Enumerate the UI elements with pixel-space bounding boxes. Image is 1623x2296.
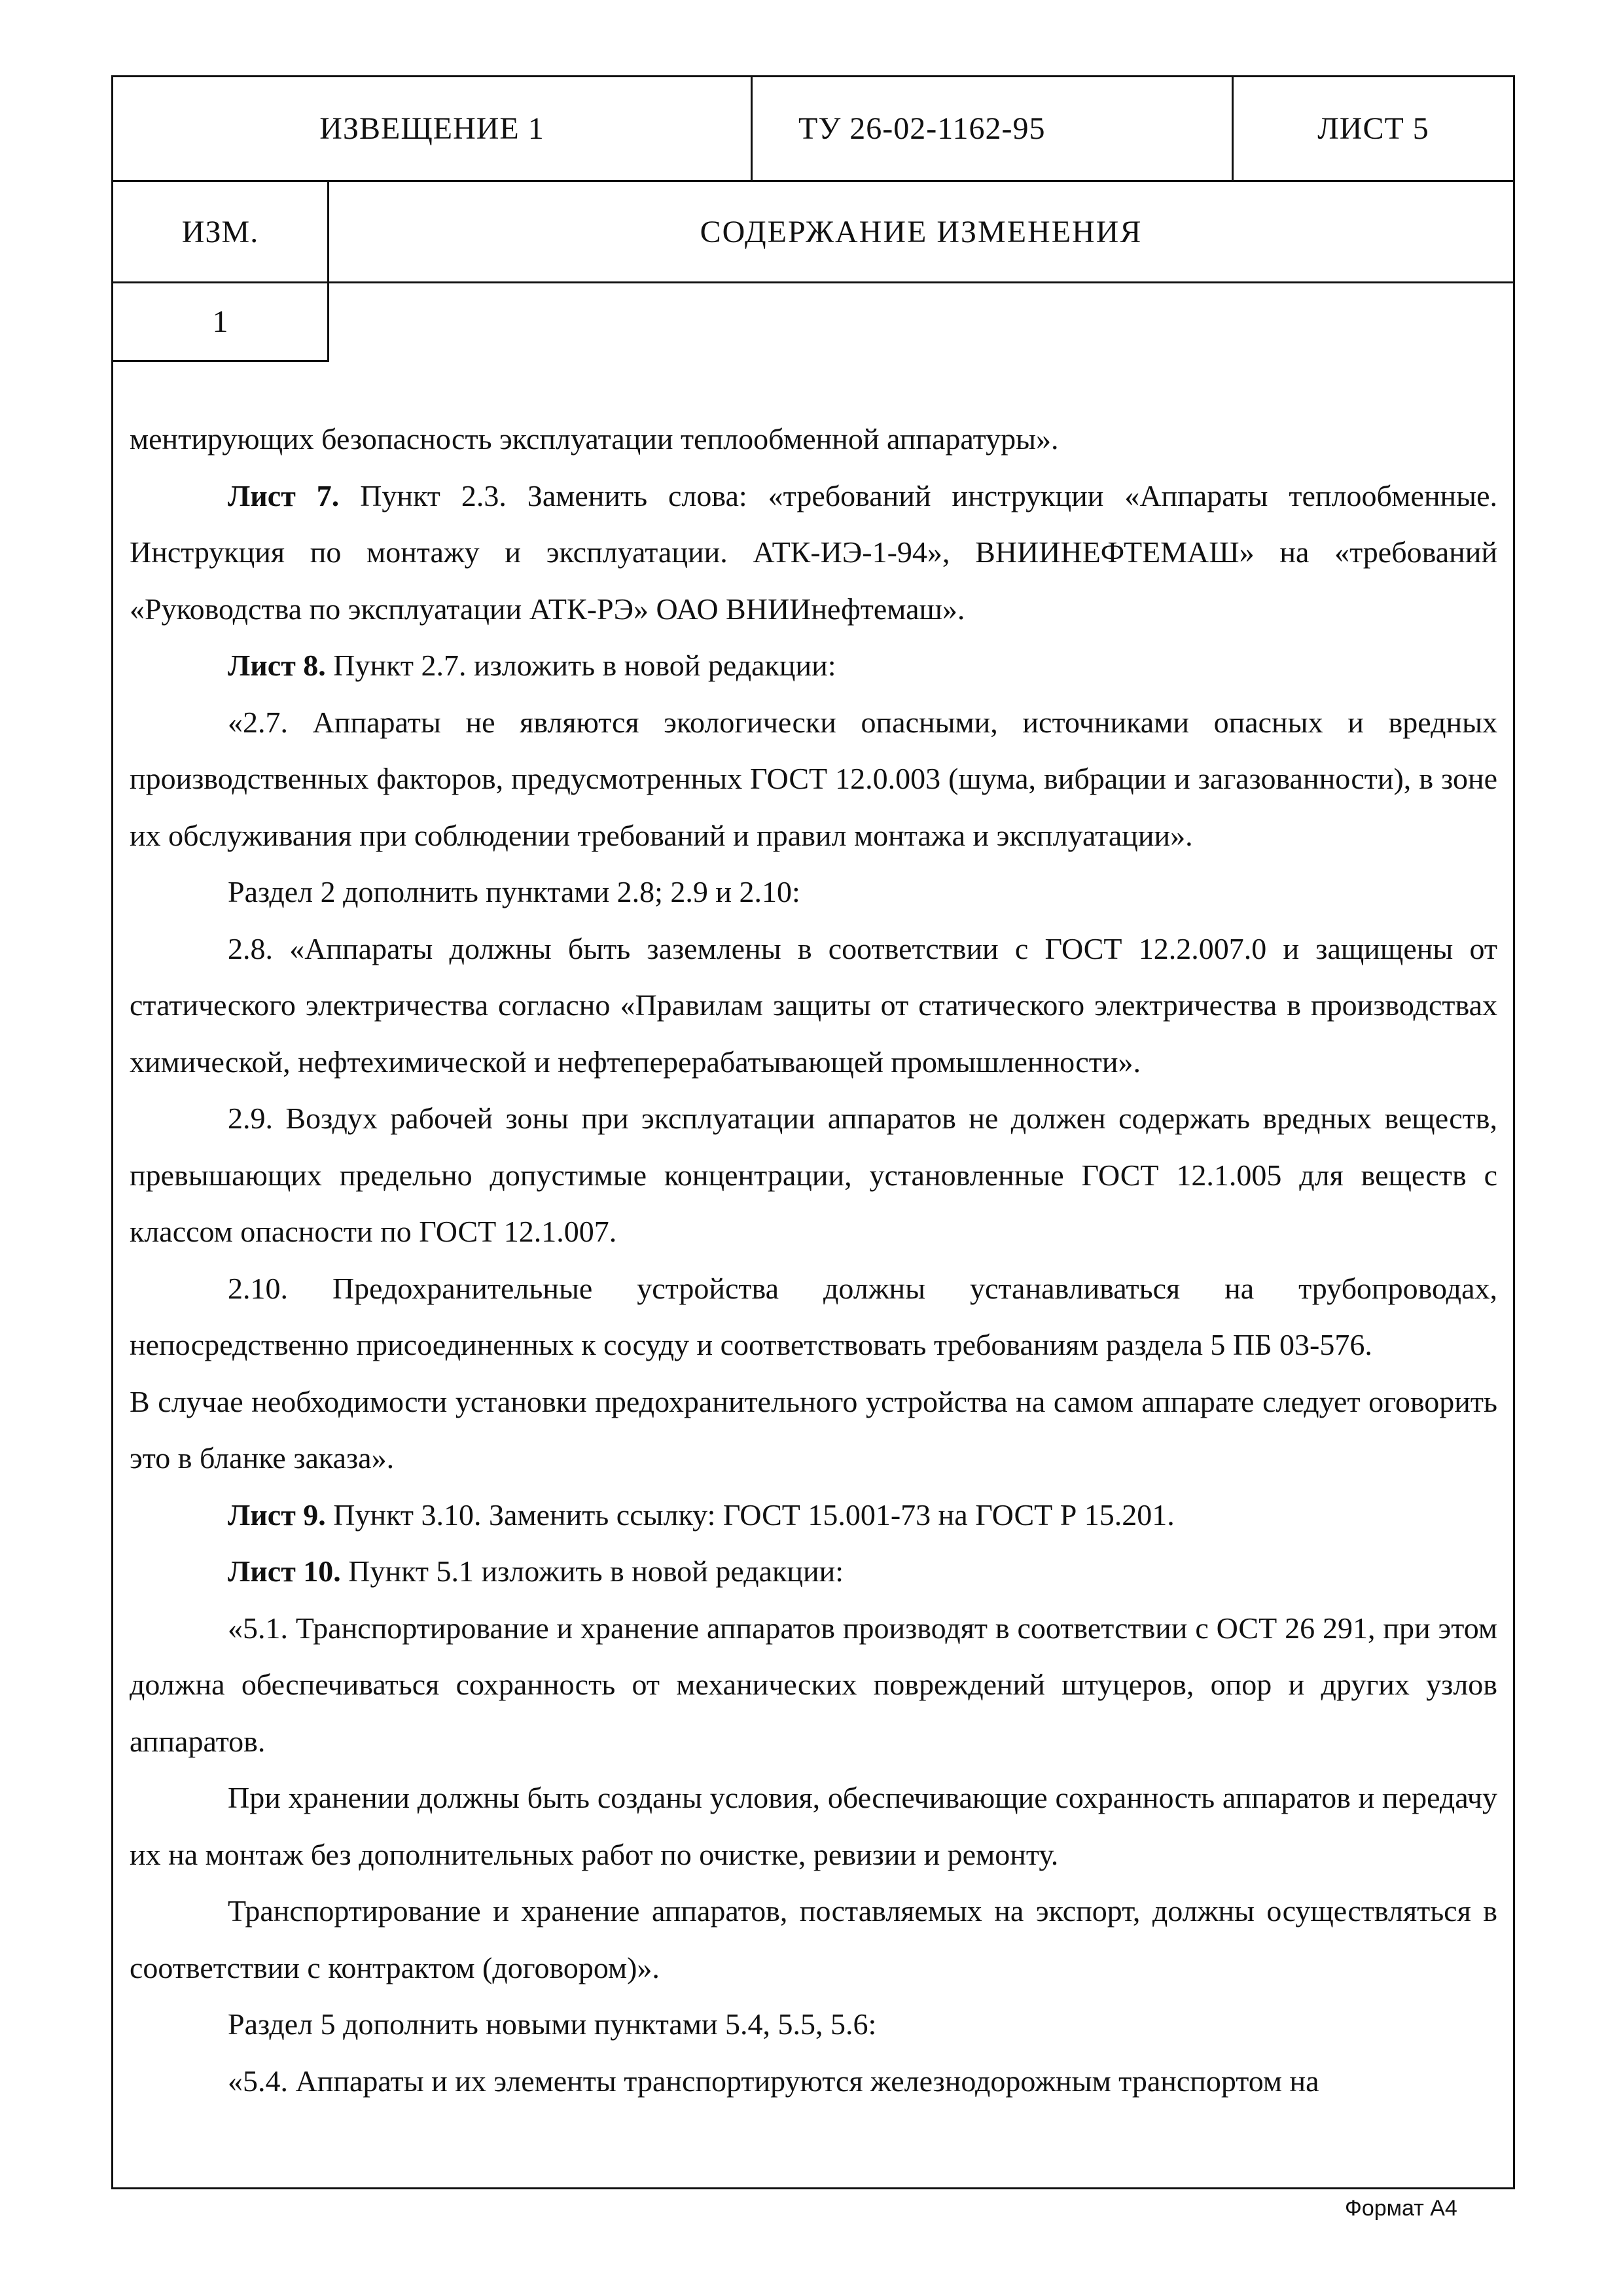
content-column-header: СОДЕРЖАНИЕ ИЗМЕНЕНИЯ [700, 214, 1143, 249]
document-frame [111, 75, 1515, 2189]
paragraph [130, 1487, 1497, 1544]
sheet-ref-label: Лист 7. [228, 478, 340, 512]
sheet-ref-label: Лист 10. [228, 1554, 341, 1588]
paragraph: Раздел 5 дополнить новыми пунктами 5.4, 5.5, 5.6: [228, 2007, 877, 2041]
paragraph: В случае необходимости установки предохранительного устройства на самом аппарате следует оговорить это в бланке заказа». [130, 1384, 1497, 1475]
paragraph: Раздел 2 дополнить пунктами 2.8; 2.9 и 2.10: [228, 875, 800, 908]
paragraph: Транспортирование и хранение аппаратов, поставляемых на экспорт, должны осуществляться в соответствии с контрактом (договором)». [130, 1894, 1497, 1984]
page-format-label: Формат А4 [1345, 2196, 1457, 2221]
document-code: ТУ 26-02-1162-95 [753, 77, 1234, 180]
column-header-row [113, 182, 1513, 283]
izm-column-header: ИЗМ. [113, 182, 329, 281]
sheet-ref-label: Лист 8. [228, 649, 326, 682]
paragraph [130, 468, 1497, 638]
sheet-ref-label: Лист 9. [228, 1498, 326, 1532]
sheet-number: ЛИСТ 5 [1317, 111, 1429, 146]
paragraph: При хранении должны быть созданы условия, обеспечивающие сохранность аппаратов и передачу их на монтаж без дополнительных работ по очистке, ревизии и ремонту. [130, 1781, 1497, 1871]
paragraph-text: Пункт 2.7. изложить в новой редакции: [325, 649, 836, 682]
paragraph [130, 637, 1497, 694]
paragraph-text: Пункт 2.3. Заменить слова: «требований инструкции «Аппараты теплообменные. Инструкция по монтажу и эксплуатации. АТК-ИЭ-1-94», ВНИИНЕФТЕМАШ» на «требований «Руководства по эксплуатации АТК-РЭ» ОАО ВНИИнефтемаш». [130, 478, 1498, 626]
change-content-text [130, 411, 1497, 2109]
paragraph: 2.9. Воздух рабочей зоны при эксплуатации аппаратов не должен содержать вредных веществ, превышающих предельно допустимые концентрации, установленные ГОСТ 12.1.005 для веществ с классом опасности по ГОСТ 12.1.007. [130, 1102, 1497, 1248]
stamp-header-row [113, 77, 1513, 182]
paragraph-text: Пункт 3.10. Заменить ссылку: ГОСТ 15.001-73 на ГОСТ Р 15.201. [325, 1498, 1175, 1532]
paragraph-text: Пункт 5.1 изложить в новой редакции: [340, 1554, 844, 1588]
paragraph: «5.1. Транспортирование и хранение аппаратов производят в соответствии с ОСТ 26 291, при этом должна обеспечиваться сохранность от механических повреждений штуцеров, опор и других узлов аппаратов. [130, 1611, 1497, 1758]
paragraph [130, 1543, 1497, 1600]
paragraph: 2.10. Предохранительные устройства должны устанавливаться на трубопроводах, непосредственно присоединенных к сосуду и соответствовать требованиям раздела 5 ПБ 03-576. [130, 1271, 1497, 1361]
paragraph: 2.8. «Аппараты должны быть заземлены в соответствии с ГОСТ 12.2.007.0 и защищены от статического электричества согласно «Правилам защиты от статического электричества в производствах химической, нефтехимической и нефтеперерабатывающей промышленности». [130, 931, 1497, 1079]
paragraph: «2.7. Аппараты не являются экологически опасными, источниками опасных и вредных производственных факторов, предусмотренных ГОСТ 12.0.003 (шума, вибрации и загазованности), в зоне их обслуживания при соблюдении требований и правил монтажа и эксплуатации». [130, 705, 1497, 852]
paragraph: «5.4. Аппараты и их элементы транспортируются железнодорожным транспортом на [228, 2064, 1319, 2098]
izm-number-cell: 1 [113, 283, 329, 362]
paragraph: ментирующих безопасность эксплуатации теплообменной аппаратуры». [130, 422, 1059, 456]
notice-title: ИЗВЕЩЕНИЕ 1 [113, 77, 753, 180]
